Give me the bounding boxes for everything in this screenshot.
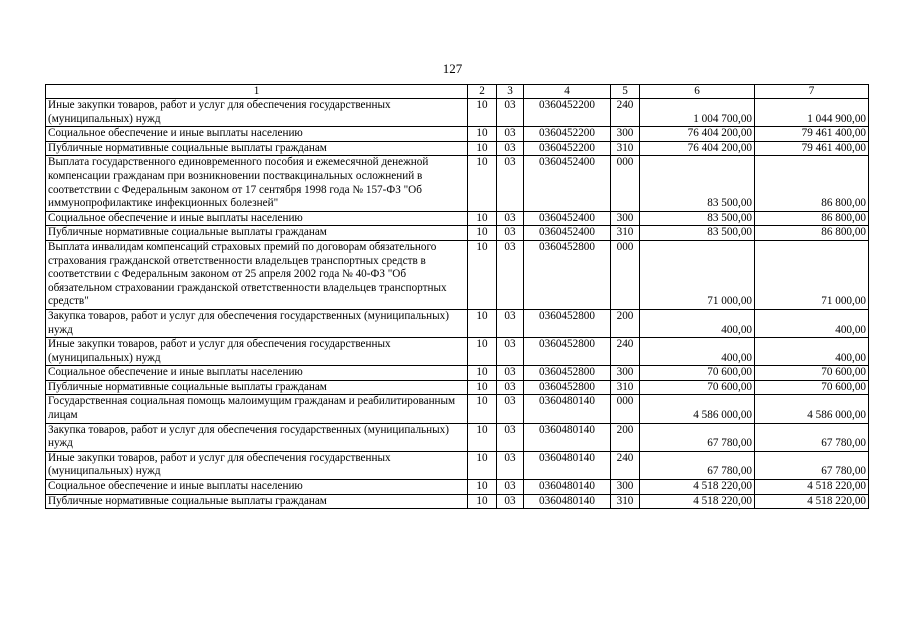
row-target-article: 0360452400 <box>524 156 611 211</box>
row-amount-year2: 79 461 400,00 <box>755 141 869 156</box>
row-subsection: 03 <box>497 338 524 366</box>
row-expense-type: 240 <box>611 451 640 479</box>
row-amount-year2: 4 518 220,00 <box>755 480 869 495</box>
row-expense-type: 310 <box>611 141 640 156</box>
row-subsection: 03 <box>497 380 524 395</box>
row-target-article: 0360452800 <box>524 366 611 381</box>
table-row <box>46 156 869 211</box>
table-row <box>46 494 869 509</box>
row-section: 10 <box>468 494 497 509</box>
column-header: 1 <box>46 85 468 99</box>
row-name: Закупка товаров, работ и услуг для обеспечения государственных (муниципальных) нужд <box>46 423 468 451</box>
row-expense-type: 000 <box>611 395 640 423</box>
row-subsection: 03 <box>497 211 524 226</box>
row-target-article: 0360452800 <box>524 309 611 337</box>
row-expense-type: 000 <box>611 240 640 309</box>
row-expense-type: 310 <box>611 494 640 509</box>
row-amount-year2: 400,00 <box>755 338 869 366</box>
row-name: Социальное обеспечение и иные выплаты населению <box>46 211 468 226</box>
row-section: 10 <box>468 99 497 127</box>
row-amount-year2: 86 800,00 <box>755 226 869 241</box>
table-row <box>46 211 869 226</box>
row-subsection: 03 <box>497 494 524 509</box>
row-subsection: 03 <box>497 395 524 423</box>
row-expense-type: 200 <box>611 423 640 451</box>
row-subsection: 03 <box>497 480 524 495</box>
row-expense-type: 300 <box>611 366 640 381</box>
row-expense-type: 300 <box>611 480 640 495</box>
row-expense-type: 000 <box>611 156 640 211</box>
row-section: 10 <box>468 127 497 142</box>
row-target-article: 0360480140 <box>524 451 611 479</box>
row-target-article: 0360452200 <box>524 127 611 142</box>
row-amount-year1: 400,00 <box>640 309 755 337</box>
row-target-article: 0360452800 <box>524 380 611 395</box>
row-expense-type: 240 <box>611 338 640 366</box>
row-amount-year2: 67 780,00 <box>755 451 869 479</box>
row-amount-year1: 4 518 220,00 <box>640 494 755 509</box>
table-row <box>46 127 869 142</box>
row-amount-year1: 1 004 700,00 <box>640 99 755 127</box>
table-row <box>46 366 869 381</box>
row-section: 10 <box>468 480 497 495</box>
row-subsection: 03 <box>497 451 524 479</box>
table-row <box>46 480 869 495</box>
row-subsection: 03 <box>497 366 524 381</box>
row-amount-year2: 86 800,00 <box>755 211 869 226</box>
row-expense-type: 300 <box>611 127 640 142</box>
row-target-article: 0360452800 <box>524 338 611 366</box>
row-subsection: 03 <box>497 423 524 451</box>
row-amount-year2: 86 800,00 <box>755 156 869 211</box>
column-header: 4 <box>524 85 611 99</box>
table-row <box>46 240 869 309</box>
row-amount-year1: 83 500,00 <box>640 156 755 211</box>
row-subsection: 03 <box>497 127 524 142</box>
row-amount-year2: 79 461 400,00 <box>755 127 869 142</box>
row-amount-year1: 4 518 220,00 <box>640 480 755 495</box>
row-amount-year1: 4 586 000,00 <box>640 395 755 423</box>
row-amount-year1: 400,00 <box>640 338 755 366</box>
row-name: Социальное обеспечение и иные выплаты населению <box>46 127 468 142</box>
row-section: 10 <box>468 366 497 381</box>
row-subsection: 03 <box>497 99 524 127</box>
row-subsection: 03 <box>497 226 524 241</box>
row-section: 10 <box>468 338 497 366</box>
row-amount-year2: 400,00 <box>755 309 869 337</box>
row-section: 10 <box>468 156 497 211</box>
page-number: 127 <box>442 61 463 76</box>
row-expense-type: 240 <box>611 99 640 127</box>
row-name: Закупка товаров, работ и услуг для обеспечения государственных (муниципальных) нужд <box>46 309 468 337</box>
row-target-article: 0360452200 <box>524 141 611 156</box>
row-section: 10 <box>468 309 497 337</box>
column-header: 7 <box>755 85 869 99</box>
row-amount-year1: 67 780,00 <box>640 423 755 451</box>
row-subsection: 03 <box>497 309 524 337</box>
row-amount-year1: 76 404 200,00 <box>640 141 755 156</box>
table-row <box>46 141 869 156</box>
row-name: Публичные нормативные социальные выплаты гражданам <box>46 141 468 156</box>
row-target-article: 0360480140 <box>524 480 611 495</box>
row-amount-year2: 67 780,00 <box>755 423 869 451</box>
column-header: 2 <box>468 85 497 99</box>
row-name: Публичные нормативные социальные выплаты гражданам <box>46 494 468 509</box>
row-name: Социальное обеспечение и иные выплаты населению <box>46 480 468 495</box>
row-section: 10 <box>468 451 497 479</box>
row-target-article: 0360452400 <box>524 226 611 241</box>
row-amount-year1: 67 780,00 <box>640 451 755 479</box>
table-row <box>46 309 869 337</box>
row-name: Выплата государственного единовременного пособия и ежемесячной денежной компенсации гражданам при возникновении поствакцинальных осложнений в соответствии с Федеральным законом от 17 сентября 1998 года № 157-ФЗ "Об иммунопрофилактике инфекционных болезней" <box>46 156 468 211</box>
row-amount-year1: 76 404 200,00 <box>640 127 755 142</box>
row-section: 10 <box>468 423 497 451</box>
table-row <box>46 395 869 423</box>
row-expense-type: 200 <box>611 309 640 337</box>
row-target-article: 0360452800 <box>524 240 611 309</box>
row-expense-type: 310 <box>611 226 640 241</box>
row-subsection: 03 <box>497 141 524 156</box>
row-name: Иные закупки товаров, работ и услуг для обеспечения государственных (муниципальных) нужд <box>46 338 468 366</box>
table-row <box>46 99 869 127</box>
column-header: 6 <box>640 85 755 99</box>
row-target-article: 0360480140 <box>524 494 611 509</box>
row-section: 10 <box>468 240 497 309</box>
row-subsection: 03 <box>497 240 524 309</box>
column-header: 3 <box>497 85 524 99</box>
row-name: Иные закупки товаров, работ и услуг для обеспечения государственных (муниципальных) нужд <box>46 451 468 479</box>
table-header-row <box>46 85 869 99</box>
row-section: 10 <box>468 395 497 423</box>
row-name: Государственная социальная помощь малоимущим гражданам и реабилитированным лицам <box>46 395 468 423</box>
row-amount-year2: 4 586 000,00 <box>755 395 869 423</box>
table-row <box>46 380 869 395</box>
row-section: 10 <box>468 226 497 241</box>
row-target-article: 0360480140 <box>524 423 611 451</box>
row-expense-type: 300 <box>611 211 640 226</box>
row-name: Выплата инвалидам компенсаций страховых премий по договорам обязательного страхования гражданской ответственности владельцев транспортных средств в соответствии с Федеральным законом от 25 апреля 2002 года № 40-ФЗ "Об обязательном страховании гражданской ответственности владельцев транспортных средств" <box>46 240 468 309</box>
row-target-article: 0360452400 <box>524 211 611 226</box>
row-section: 10 <box>468 380 497 395</box>
row-name: Публичные нормативные социальные выплаты гражданам <box>46 226 468 241</box>
table-row <box>46 226 869 241</box>
table-row <box>46 451 869 479</box>
row-section: 10 <box>468 141 497 156</box>
row-name: Социальное обеспечение и иные выплаты населению <box>46 366 468 381</box>
row-amount-year1: 83 500,00 <box>640 226 755 241</box>
row-expense-type: 310 <box>611 380 640 395</box>
row-name: Публичные нормативные социальные выплаты гражданам <box>46 380 468 395</box>
row-target-article: 0360480140 <box>524 395 611 423</box>
row-amount-year1: 83 500,00 <box>640 211 755 226</box>
row-amount-year1: 71 000,00 <box>640 240 755 309</box>
row-amount-year2: 4 518 220,00 <box>755 494 869 509</box>
row-amount-year2: 71 000,00 <box>755 240 869 309</box>
row-amount-year2: 1 044 900,00 <box>755 99 869 127</box>
column-header: 5 <box>611 85 640 99</box>
table-row <box>46 338 869 366</box>
table-row <box>46 423 869 451</box>
row-target-article: 0360452200 <box>524 99 611 127</box>
budget-table <box>45 84 869 509</box>
row-amount-year2: 70 600,00 <box>755 380 869 395</box>
row-subsection: 03 <box>497 156 524 211</box>
row-amount-year1: 70 600,00 <box>640 380 755 395</box>
row-amount-year2: 70 600,00 <box>755 366 869 381</box>
row-amount-year1: 70 600,00 <box>640 366 755 381</box>
row-section: 10 <box>468 211 497 226</box>
row-name: Иные закупки товаров, работ и услуг для обеспечения государственных (муниципальных) нужд <box>46 99 468 127</box>
